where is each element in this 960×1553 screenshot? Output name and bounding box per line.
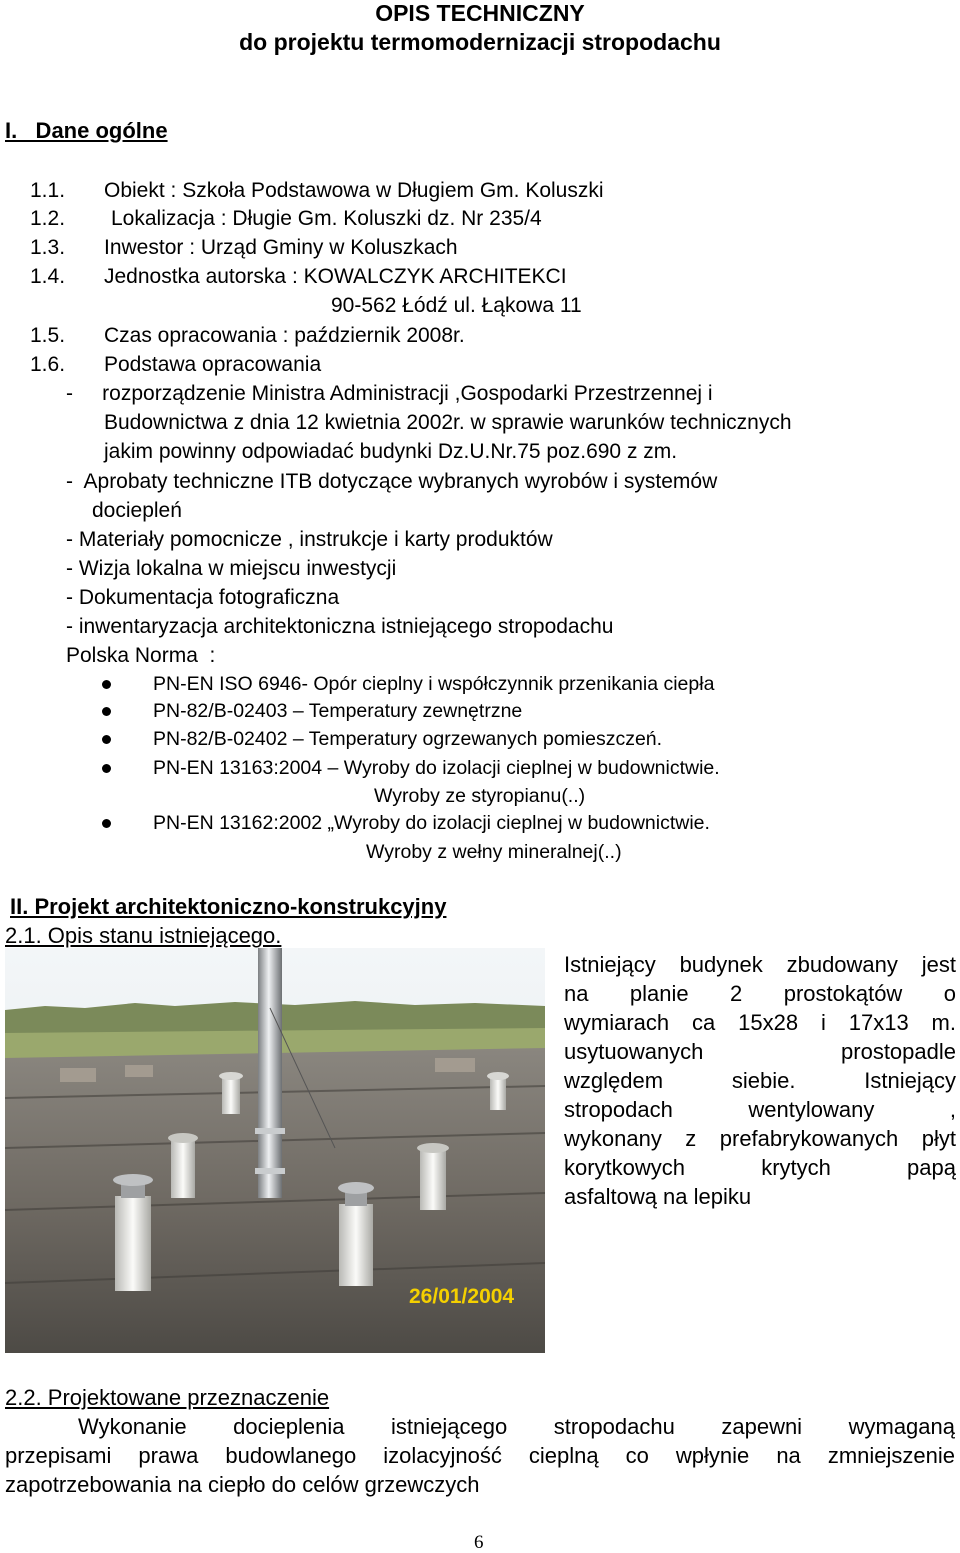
description-line: względem siebie. Istniejący — [564, 1068, 956, 1093]
item-number: 1.1. — [30, 179, 66, 202]
bullet — [102, 680, 111, 689]
paragraph-line: przepisami prawa budowlanego izolacyjność cieplną co wpłynie na zmniejszenie — [5, 1443, 955, 1468]
item-number: 1.6. — [30, 353, 66, 376]
description-line: stropodach wentylowany , — [564, 1097, 956, 1122]
bullet — [102, 707, 111, 716]
norm-item: PN-82/B-02403 – Temperatury zewnętrzne — [153, 700, 523, 722]
norm-item: PN-82/B-02402 – Temperatury ogrzewanych pomieszczeń. — [153, 728, 663, 750]
norm-item: PN-EN 13162:2002 „Wyroby do izolacji cieplnej w budownictwie. — [153, 812, 710, 834]
item-author-unit: Jednostka autorska : KOWALCZYK ARCHITEKCI — [104, 265, 567, 288]
basis-line: - inwentaryzacja architektoniczna istniejącego stropodachu — [66, 615, 614, 638]
item-number: 1.3. — [30, 236, 66, 259]
section-heading-project: II. Projekt architektoniczno-konstrukcyjny — [10, 894, 447, 919]
bullet — [102, 764, 111, 773]
subsection-heading-existing: 2.1. Opis stanu istniejącego. — [5, 923, 282, 948]
basis-line: dociepleń — [92, 499, 182, 522]
description-line: na planie 2 prostokątów o — [564, 981, 956, 1006]
norm-sub-item: Wyroby ze styropianu(..) — [374, 785, 586, 807]
paragraph-line: zapotrzebowania na ciepło do celów grzewczych — [5, 1472, 480, 1497]
item-location: Lokalizacja : Długie Gm. Koluszki dz. Nr 235/4 — [111, 207, 542, 230]
basis-line: - Dokumentacja fotograficzna — [66, 586, 340, 609]
norm-item: PN-EN 13163:2004 – Wyroby do izolacji cieplnej w budownictwie. — [153, 757, 720, 779]
roof-photo-illustration — [5, 948, 545, 1353]
page-number: 6 — [474, 1532, 484, 1553]
description-line: Istniejący budynek zbudowany jest — [564, 952, 956, 977]
basis-line: - Materiały pomocnicze , instrukcje i karty produktów — [66, 528, 553, 551]
section-heading-general: I. Dane ogólne — [5, 118, 168, 143]
item-date: Czas opracowania : październik 2008r. — [104, 324, 465, 347]
description-line: asfaltową na lepiku — [564, 1184, 752, 1209]
basis-line: Budownictwa z dnia 12 kwietnia 2002r. w sprawie warunków technicznych — [104, 411, 792, 434]
item-author-address: 90-562 Łódź ul. Łąkowa 11 — [331, 294, 582, 317]
basis-line: - Wizja lokalna w miejscu inwestycji — [66, 557, 397, 580]
item-number: 1.5. — [30, 324, 66, 347]
description-line: wykonany z prefabrykowanych płyt — [564, 1126, 956, 1151]
item-basis: Podstawa opracowania — [104, 353, 322, 376]
norm-item: PN-EN ISO 6946- Opór cieplny i współczynnik przenikania ciepła — [153, 673, 715, 695]
item-object: Obiekt : Szkoła Podstawowa w Długiem Gm. Koluszki — [104, 179, 604, 202]
bullet — [102, 735, 111, 744]
document-subtitle: do projektu termomodernizacji stropodachu — [239, 29, 721, 55]
bullet — [102, 819, 111, 828]
polish-norm-label: Polska Norma : — [66, 644, 216, 667]
photo-date-stamp: 26/01/2004 — [409, 1285, 515, 1308]
item-investor: Inwestor : Urząd Gminy w Koluszkach — [104, 236, 458, 259]
subsection-heading-designed-purpose: 2.2. Projektowane przeznaczenie — [5, 1385, 330, 1410]
basis-line: - Aprobaty techniczne ITB dotyczące wybranych wyrobów i systemów — [66, 470, 718, 493]
document-title: OPIS TECHNICZNY — [375, 0, 585, 26]
description-line: usytuowanych prostopadle — [564, 1039, 956, 1064]
basis-line: - rozporządzenie Ministra Administracji ,Gospodarki Przestrzennej i — [66, 382, 713, 405]
existing-state-description — [564, 950, 956, 1211]
description-line: korytkowych krytych papą — [564, 1155, 956, 1180]
item-number: 1.2. — [30, 207, 66, 230]
description-line: wymiarach ca 15x28 i 17x13 m. — [564, 1010, 956, 1035]
basis-line: jakim powinny odpowiadać budynki Dz.U.Nr.75 poz.690 z zm. — [104, 440, 678, 463]
designed-purpose-paragraph — [5, 1412, 955, 1499]
paragraph-line: Wykonanie docieplenia istniejącego stropodachu zapewni wymaganą — [78, 1414, 955, 1439]
item-number: 1.4. — [30, 265, 66, 288]
norm-sub-item: Wyroby z wełny mineralnej(..) — [366, 841, 622, 863]
roof-photo — [5, 948, 545, 1353]
